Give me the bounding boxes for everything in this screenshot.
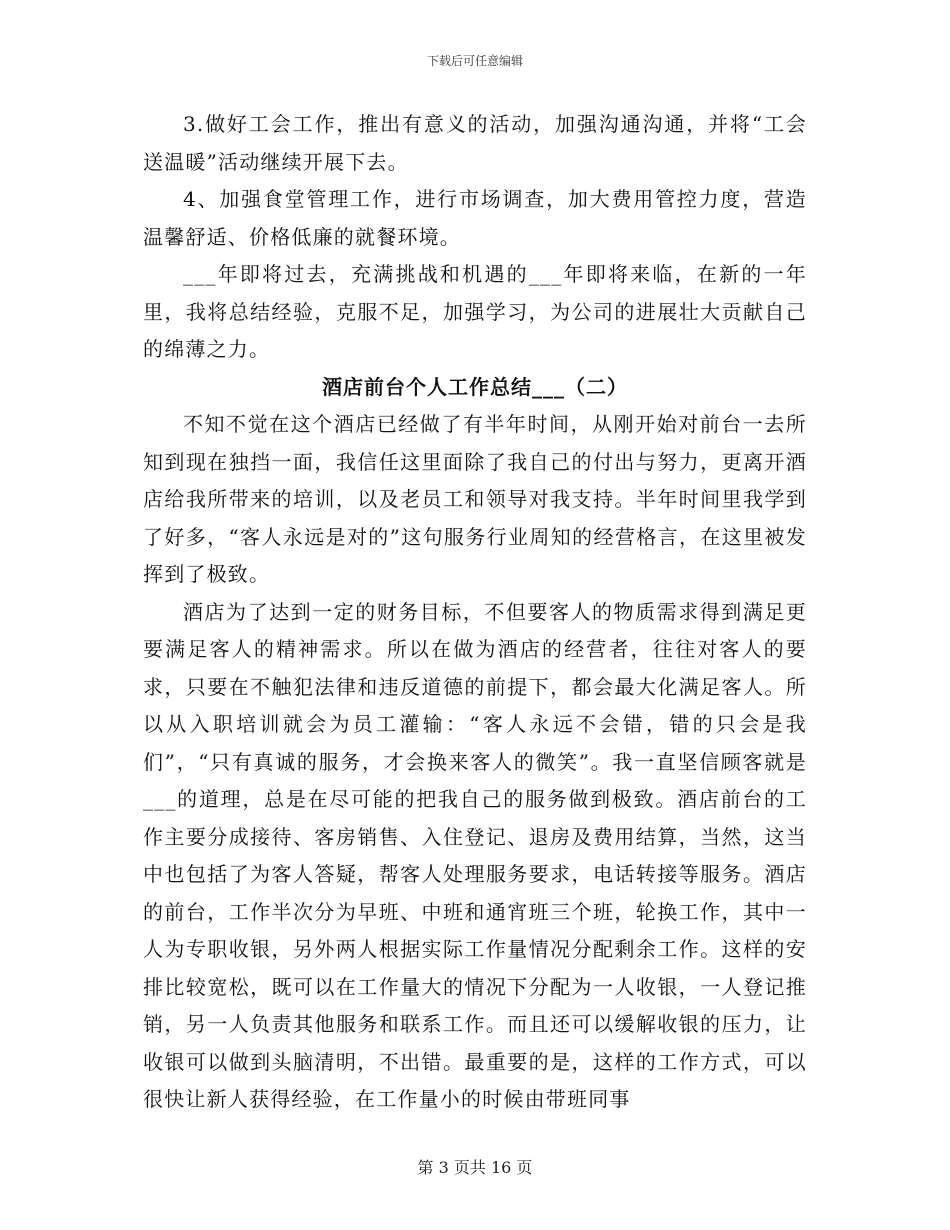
paragraph-item-4: 4、加强食堂管理工作，进行市场调查，加大费用管控力度，营造温馨舒适、价格低廉的就餐环境。 — [143, 187, 807, 249]
section-title: 酒店前台个人工作总结___（二） — [322, 374, 628, 399]
paragraph-closing: ___年即将过去，充满挑战和机遇的___年即将来临，在新的一年里，我将总结经验，克服不足，加强学习，为公司的进展壮大贡献自己的绵薄之力。 — [143, 262, 807, 361]
page-number: 第 3 页共 16 页 — [417, 1158, 533, 1177]
section-paragraph-2: 酒店为了达到一定的财务目标，不但要客人的物质需求得到满足更要满足客人的精神需求。所以在做为酒店的经营者，往往对客人的要求，只要在不触犯法律和违反道德的前提下，都会最大化满足客人。所以从入职培训就会为员工灌输：“客人永远不会错，错的只会是我们”，“只有真诚的服务，才会换来客人的微笑”。我一直坚信顾客就是___的道理，总是在尽可能的把我自己的服务做到极致。酒店前台的工作主要分成接待、客房销售、入住登记、退房及费用结算，当然，这当中也包括了为客人答疑，帮客人处理服务要求，电话转接等服务。酒店的前台，工作半次分为早班、中班和通宵班三个班，轮换工作，其中一人为专职收银，另外两人根据实际工作量情况分配剩余工作。这样的安排比较宽松，既可以在工作量大的情况下分配为一人收银，一人登记推销，另一人负责其他服务和联系工作。而且还可以缓解收银的压力，让收银可以做到头脑清明，不出错。最重要的是，这样的工作方式，可以很快让新人获得经验，在工作量小的时候由带班同事 — [143, 599, 807, 1111]
section-paragraph-1: 不知不觉在这个酒店已经做了有半年时间，从刚开始对前台一去所知到现在独挡一面，我信任这里面除了我自己的付出与努力，更离开酒店给我所带来的培训，以及老员工和领导对我支持。半年时间里我学到了好多，“客人永远是对的”这句服务行业周知的经营格言，在这里被发挥到了极致。 — [143, 412, 807, 586]
document-body — [143, 106, 807, 1119]
page-header: 下载后可任意编辑 — [426, 54, 523, 68]
paragraph-item-3: 3.做好工会工作，推出有意义的活动，加强沟通沟通，并将“工会送温暖”活动继续开展下去。 — [143, 112, 807, 174]
